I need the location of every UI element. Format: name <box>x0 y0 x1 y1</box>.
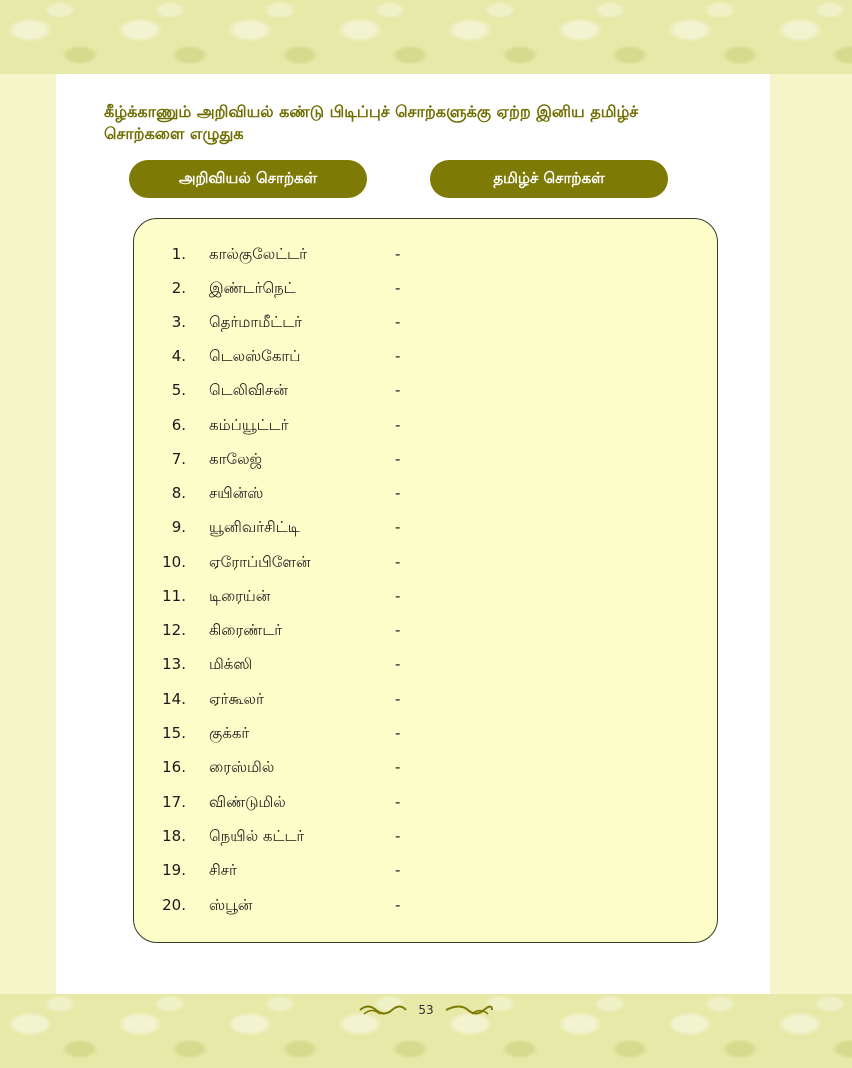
item-number: 11. <box>162 587 186 605</box>
item-number: 7. <box>171 450 186 468</box>
header-tamil-words <box>430 160 668 198</box>
list-item <box>134 484 719 508</box>
instruction-text: கீழ்க்காணும் அறிவியல் கண்டு பிடிப்புச் சொற்களுக்கு ஏற்ற இனிய தமிழ்ச் சொற்களை எழுதுக <box>104 102 639 143</box>
item-word: குக்கர் <box>209 724 250 742</box>
list-item <box>134 827 719 851</box>
item-number: 19. <box>162 861 186 879</box>
item-word: யூனிவர்சிட்டி <box>209 518 300 536</box>
list-item <box>134 587 719 611</box>
item-dash: - <box>395 518 401 536</box>
list-item <box>134 313 719 337</box>
list-item <box>134 553 719 577</box>
item-word: ஏர்கூலர் <box>209 690 264 708</box>
list-item <box>134 416 719 440</box>
item-number: 18. <box>162 827 186 845</box>
item-word: டிரைய்ன் <box>209 587 271 605</box>
item-dash: - <box>395 553 401 571</box>
item-dash: - <box>395 690 401 708</box>
item-dash: - <box>395 896 401 914</box>
list-item <box>134 245 719 269</box>
list-item <box>134 690 719 714</box>
right-ornament-icon <box>444 1003 494 1017</box>
list-item <box>134 793 719 817</box>
list-item <box>134 724 719 748</box>
item-dash: - <box>395 793 401 811</box>
item-dash: - <box>395 245 401 263</box>
item-word: நெயில் கட்டர் <box>209 827 305 845</box>
list-item <box>134 896 719 920</box>
item-word: விண்டுமில் <box>209 793 286 811</box>
item-dash: - <box>395 655 401 673</box>
item-word: கம்ப்யூட்டர் <box>209 416 289 434</box>
item-word: இண்டர்நெட் <box>209 279 296 297</box>
page-number: 53 <box>418 1003 434 1017</box>
item-dash: - <box>395 827 401 845</box>
item-number: 12. <box>162 621 186 639</box>
item-number: 4. <box>171 347 186 365</box>
item-number: 17. <box>162 793 186 811</box>
item-word: சிசர் <box>209 861 237 879</box>
item-dash: - <box>395 279 401 297</box>
list-item <box>134 861 719 885</box>
item-number: 9. <box>171 518 186 536</box>
item-word: காலேஜ் <box>209 450 263 468</box>
list-item <box>134 621 719 645</box>
item-word: மிக்ஸி <box>209 655 253 673</box>
item-dash: - <box>395 347 401 365</box>
left-ornament-icon <box>358 1003 408 1017</box>
item-number: 5. <box>171 381 186 399</box>
list-item <box>134 347 719 371</box>
item-word: ஏரோப்பிளேன் <box>209 553 311 571</box>
item-number: 10. <box>162 553 186 571</box>
header-tamil-words-label: தமிழ்ச் சொற்கள் <box>493 169 605 187</box>
item-dash: - <box>395 450 401 468</box>
item-word: கால்குலேட்டர் <box>209 245 307 263</box>
list-item <box>134 450 719 474</box>
item-word: ஸ்பூன் <box>209 896 253 914</box>
item-number: 14. <box>162 690 186 708</box>
item-number: 6. <box>171 416 186 434</box>
item-number: 20. <box>162 896 186 914</box>
decorative-top-border <box>0 0 852 74</box>
item-word: சயின்ஸ் <box>209 484 264 502</box>
item-number: 1. <box>171 245 186 263</box>
item-word: டெலஸ்கோப் <box>209 347 301 365</box>
item-dash: - <box>395 861 401 879</box>
header-science-words-label: அறிவியல் சொற்கள் <box>178 169 318 187</box>
list-item <box>134 655 719 679</box>
header-science-words <box>129 160 367 198</box>
item-word: டெலிவிசன் <box>209 381 288 399</box>
item-number: 2. <box>171 279 186 297</box>
item-dash: - <box>395 621 401 639</box>
item-number: 13. <box>162 655 186 673</box>
list-item <box>134 381 719 405</box>
item-dash: - <box>395 313 401 331</box>
item-word: ரைஸ்மில் <box>209 758 275 776</box>
item-number: 3. <box>171 313 186 331</box>
word-list-panel <box>133 218 718 943</box>
item-word: கிரைண்டர் <box>209 621 283 639</box>
item-dash: - <box>395 587 401 605</box>
item-dash: - <box>395 416 401 434</box>
item-number: 16. <box>162 758 186 776</box>
list-item <box>134 518 719 542</box>
list-item <box>134 279 719 303</box>
item-dash: - <box>395 758 401 776</box>
item-word: தெர்மாமீட்டர் <box>209 313 303 331</box>
item-dash: - <box>395 484 401 502</box>
item-dash: - <box>395 381 401 399</box>
item-number: 8. <box>171 484 186 502</box>
page-footer <box>0 1003 852 1017</box>
item-number: 15. <box>162 724 186 742</box>
item-dash: - <box>395 724 401 742</box>
list-item <box>134 758 719 782</box>
